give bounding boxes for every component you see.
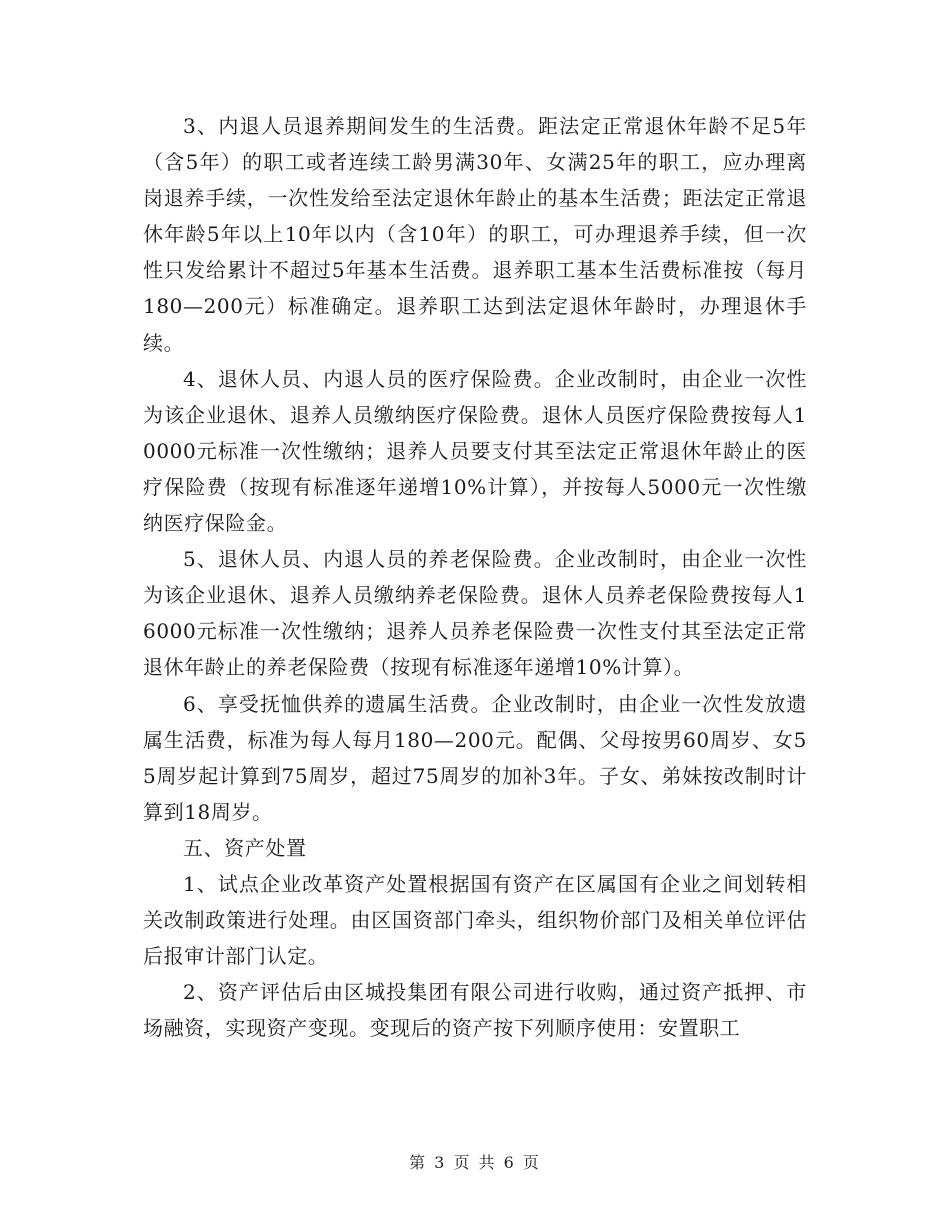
paragraph-asset-disposal-policy: 1、试点企业改革资产处置根据国有资产在区属国有企业之间划转相关改制政策进行处理。由区国资部门牵头，组织物价部门及相关单位评估后报审计部门认定。 bbox=[143, 871, 807, 969]
paragraph-medical-insurance: 4、退休人员、内退人员的医疗保险费。企业改制时，由企业一次性为该企业退休、退养人员缴纳医疗保险费。退休人员医疗保险费按每人10000元标准一次性缴纳；退养人员要支付其至法定正常退休年龄止的医疗保险费（按现有标准逐年递增10%计算），并按每人5000元一次性缴纳医疗保险金。 bbox=[143, 366, 807, 536]
document-body bbox=[143, 108, 807, 1046]
paragraph-pension-insurance: 5、退休人员、内退人员的养老保险费。企业改制时，由企业一次性为该企业退休、退养人员缴纳养老保险费。退休人员养老保险费按每人16000元标准一次性缴纳；退养人员养老保险费一次性支付其至法定正常退休年龄止的养老保险费（按现有标准逐年递增10%计算）。 bbox=[143, 547, 807, 680]
paragraph-retiree-living-expenses: 3、内退人员退养期间发生的生活费。距法定正常退休年龄不足5年（含5年）的职工或者连续工龄男满30年、女满25年的职工，应办理离岗退养手续，一次性发给至法定退休年龄止的基本生活费；距法定正常退休年龄5年以上10年以内（含10年）的职工，可办理退养手续，但一次性只发给累计不超过5年基本生活费。退养职工基本生活费标准按（每月180—200元）标准确定。退养职工达到法定退休年龄时，办理退休手续。 bbox=[143, 114, 807, 355]
section-heading-asset-disposal: 五、资产处置 bbox=[183, 835, 307, 860]
paragraph-survivor-living-expenses: 6、享受抚恤供养的遗属生活费。企业改制时，由企业一次性发放遗属生活费，标准为每人每月180—200元。配偶、父母按男60周岁、女55周岁起计算到75周岁，超过75周岁的加补3年。子女、弟妹按改制时计算到18周岁。 bbox=[143, 691, 807, 824]
paragraph-asset-acquisition: 2、资产评估后由区城投集团有限公司进行收购，通过资产抵押、市场融资，实现资产变现。变现后的资产按下列顺序使用：安置职工 bbox=[143, 980, 807, 1041]
page-number-footer: 第 3 页 共 6 页 bbox=[409, 1153, 541, 1172]
